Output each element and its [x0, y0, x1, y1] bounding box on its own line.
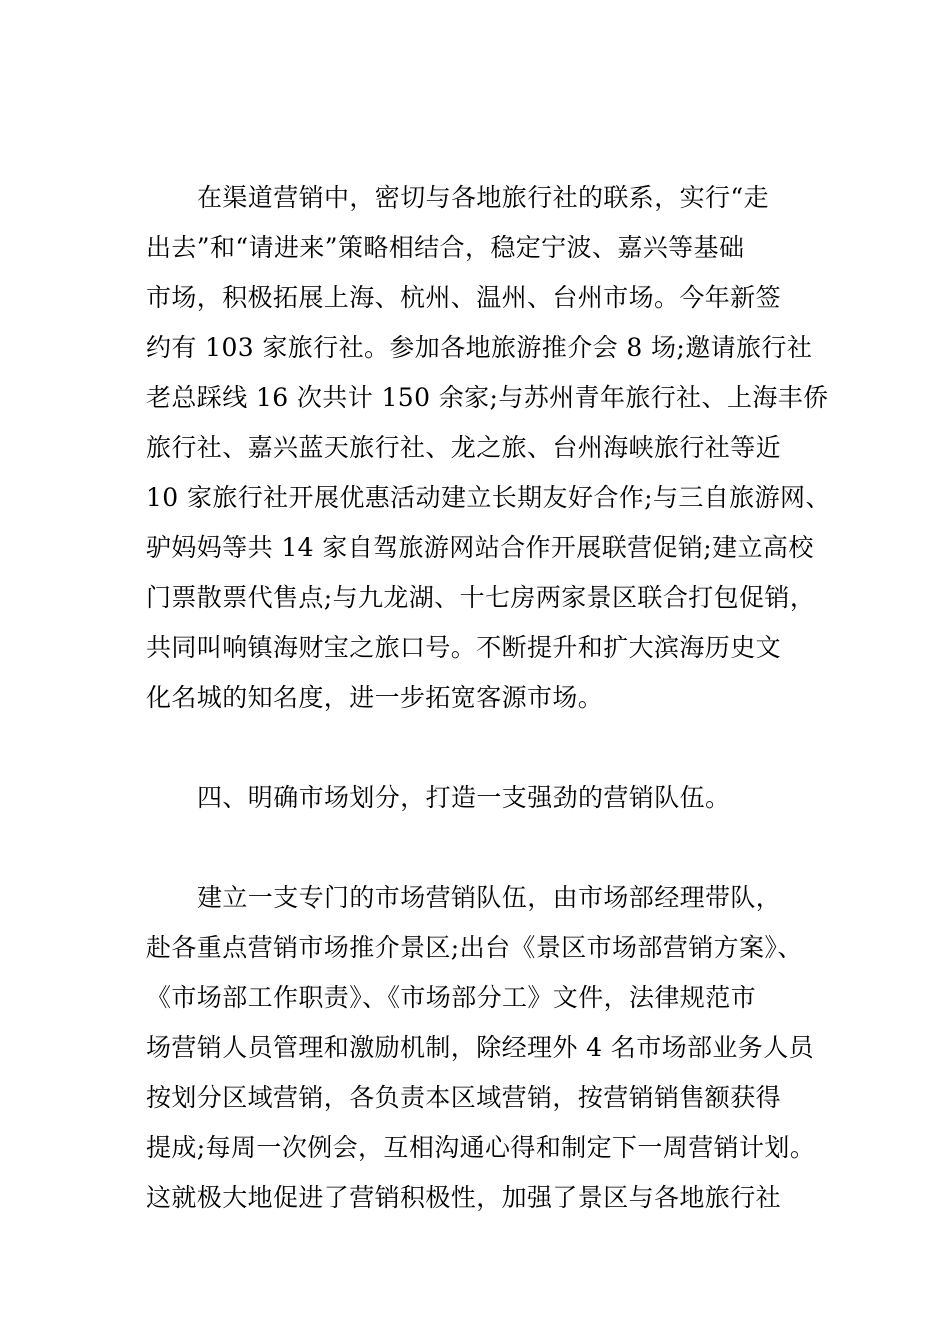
paragraph-line: 在渠道营销中，密切与各地旅行社的联系，实行“走 [197, 183, 769, 212]
paragraph-line: 门票散票代售点;与九龙湖、十七房两家景区联合打包促销， [146, 583, 816, 612]
paragraph-line: 市场，积极拓展上海、杭州、温州、台州市场。今年新签 [146, 283, 782, 312]
paragraph-line: 建立一支专门的市场营销队伍，由市场部经理带队， [197, 883, 782, 912]
paragraph-line: 化名城的知名度，进一步拓宽客源市场。 [146, 683, 604, 712]
paragraph-line: 老总踩线 16 次共计 150 余家;与苏州青年旅行社、上海丰侨 [146, 383, 829, 412]
paragraph-line: 这就极大地促进了营销积极性，加强了景区与各地旅行社 [146, 1183, 782, 1212]
paragraph-line: 约有 103 家旅行社。参加各地旅游推介会 8 场;邀请旅行社 [146, 333, 813, 362]
paragraph-line: 旅行社、嘉兴蓝天旅行社、龙之旅、台州海峡旅行社等近 [146, 433, 782, 462]
paragraph-line: 提成;每周一次例会，互相沟通心得和制定下一周营销计划。 [146, 1133, 816, 1162]
paragraph-line: 出去”和“请进来”策略相结合，稳定宁波、嘉兴等基础 [146, 233, 745, 262]
paragraph-line: 场营销人员管理和激励机制，除经理外 4 名市场部业务人员 [146, 1033, 815, 1062]
paragraph-marketing-team [146, 873, 826, 1223]
section-heading-text: 四、明确市场划分，打造一支强劲的营销队伍。 [197, 783, 731, 812]
section-heading [146, 773, 826, 823]
paragraph-line: 10 家旅行社开展优惠活动建立长期友好合作;与三自旅游网、 [146, 483, 831, 512]
paragraph-line: 按划分区域营销，各负责本区域营销，按营销销售额获得 [146, 1083, 782, 1112]
paragraph-line: 《市场部工作职责》、《市场部分工》文件，法律规范市 [146, 983, 757, 1012]
paragraph-line: 共同叫响镇海财宝之旅口号。不断提升和扩大滨海历史文 [146, 633, 782, 662]
paragraph-channel-marketing [146, 173, 831, 723]
paragraph-line: 赴各重点营销市场推介景区;出台《景区市场部营销方案》、 [146, 933, 803, 962]
paragraph-line: 驴妈妈等共 14 家自驾旅游网站合作开展联营促销;建立高校 [146, 533, 814, 562]
